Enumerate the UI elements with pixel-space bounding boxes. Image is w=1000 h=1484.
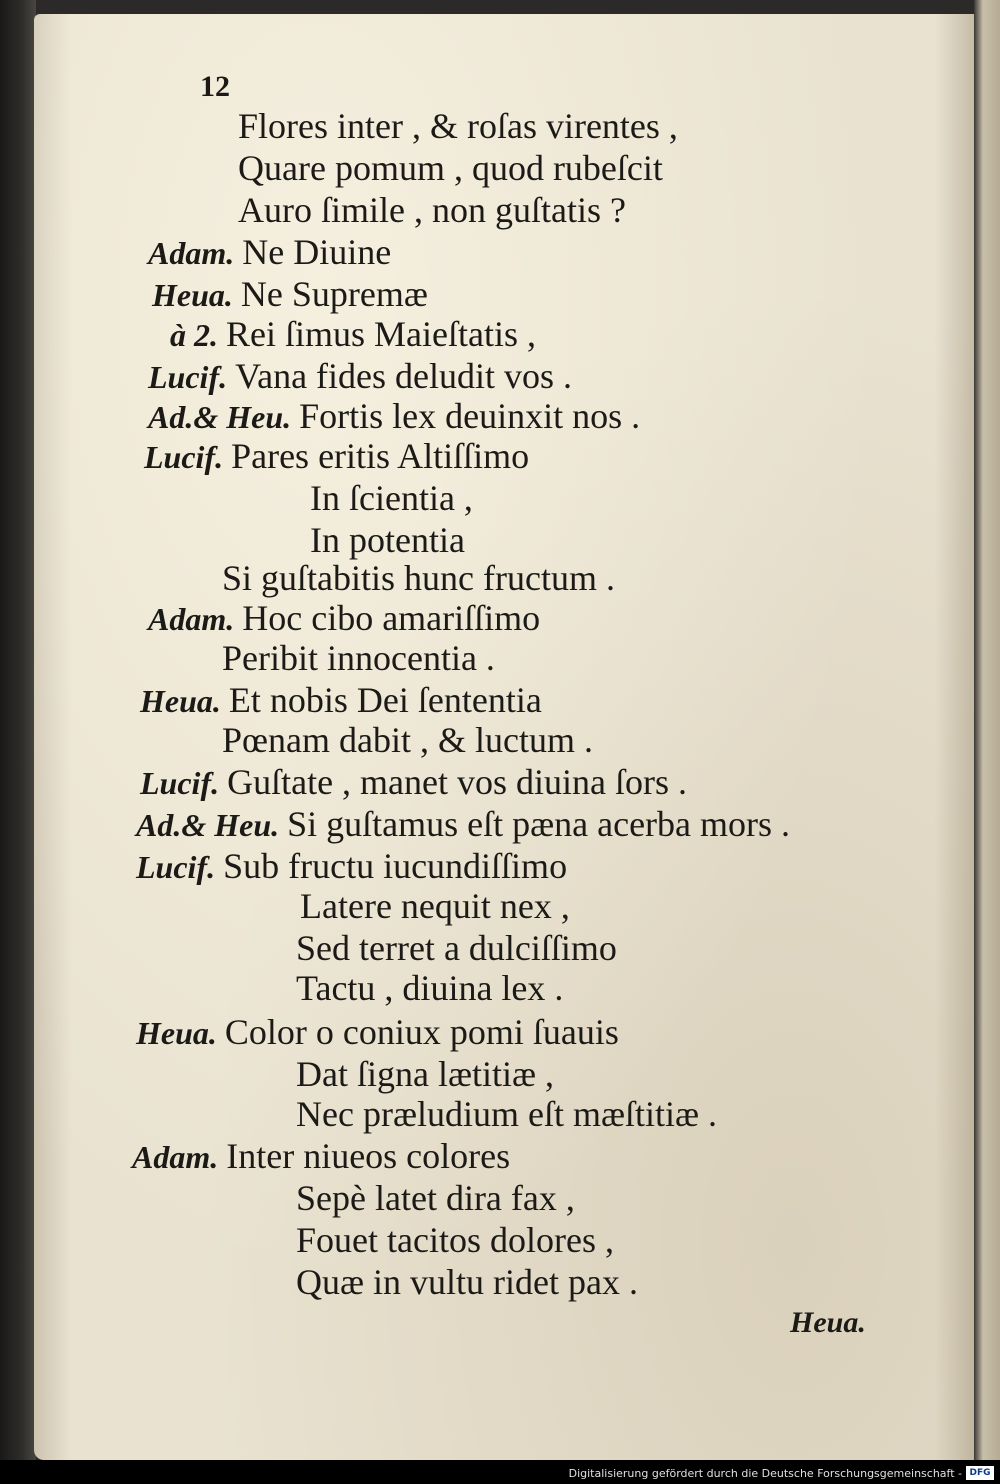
- verse-text-span: Inter niueos colores: [226, 1136, 511, 1176]
- verse-line: [296, 1094, 717, 1134]
- speaker-label: Heua.: [136, 1015, 217, 1051]
- verse-line: [222, 638, 495, 678]
- verse-line: [238, 106, 678, 146]
- speaker-label: Heua.: [152, 277, 233, 313]
- speaker-label: Lucif.: [140, 765, 220, 801]
- verse-text-span: Quæ in vultu ridet pax .: [296, 1262, 638, 1302]
- verse-line: [238, 148, 663, 188]
- page-number: 12: [200, 70, 230, 103]
- verse-text-span: Auro ſimile , non guſtatis ?: [238, 190, 626, 230]
- verse-text-span: Sepè latet dira fax ,: [296, 1178, 575, 1218]
- catchword: Heua.: [790, 1306, 866, 1339]
- verse-text-span: Nec præludium eſt mæſtitiæ .: [296, 1094, 717, 1134]
- verse-text-span: In ſcientia ,: [310, 478, 473, 518]
- verse-line: [310, 478, 473, 518]
- verse-text-span: Pœnam dabit , & luctum .: [222, 720, 593, 760]
- speaker-label: Lucif.: [136, 849, 216, 885]
- verse-line: [296, 1262, 638, 1302]
- verse-text-span: Fouet tacitos dolores ,: [296, 1220, 614, 1260]
- verse-line: [148, 232, 391, 273]
- verse-text-span: Fortis lex deuinxit nos .: [299, 396, 641, 436]
- verse-text-span: Quare pomum , quod rubeſcit: [238, 148, 663, 188]
- speaker-label: Adam.: [132, 1139, 219, 1175]
- verse-text-span: Ne Supremæ: [240, 274, 428, 314]
- verse-text-span: Si guſtamus eſt pæna acerba mors .: [287, 804, 791, 844]
- verse-line: [300, 886, 570, 926]
- verse-line: [296, 1178, 575, 1218]
- verse-line: [140, 762, 687, 803]
- verse-line: [310, 520, 465, 560]
- verse-line: [238, 190, 626, 230]
- verse-text-span: Si guſtabitis hunc fructum .: [222, 558, 615, 598]
- verse-line: [148, 356, 572, 397]
- verse-text-span: Guſtate , manet vos diuina ſors .: [227, 762, 688, 802]
- verse-line: [296, 1054, 554, 1094]
- verse-line: [296, 968, 563, 1008]
- verse-line: [148, 598, 540, 639]
- verse-line: [144, 436, 529, 477]
- verse-line: [222, 558, 615, 598]
- verse-line: [296, 1220, 614, 1260]
- verse-text-span: Tactu , diuina lex .: [296, 968, 564, 1008]
- verse-text-span: Dat ſigna lætitiæ ,: [296, 1054, 554, 1094]
- adjacent-page-edge: [974, 0, 1000, 1460]
- speaker-label: Ad.& Heu.: [136, 807, 280, 843]
- speaker-label: à 2.: [170, 317, 218, 353]
- verse-text-span: Color o coniux pomi ſuauis: [224, 1012, 619, 1052]
- verse-line: [132, 1136, 510, 1177]
- verse-line: [136, 804, 790, 845]
- verse-line: [152, 274, 428, 315]
- verse-line: [136, 846, 567, 887]
- speaker-label: Lucif.: [148, 359, 228, 395]
- speaker-label: Lucif.: [144, 439, 224, 475]
- speaker-label: Adam.: [148, 601, 235, 637]
- verse-text-span: Flores inter , & roſas virentes ,: [238, 106, 678, 146]
- speaker-label: Heua.: [140, 683, 221, 719]
- verse-text-span: Hoc cibo amariſſimo: [242, 598, 541, 638]
- dfg-logo: DFG: [966, 1466, 994, 1480]
- verse-text-span: Sub fructu iucundiſſimo: [223, 846, 568, 886]
- verse-text-span: Ne Diuine: [242, 232, 392, 272]
- verse-text-span: Vana fides deludit vos .: [235, 356, 573, 396]
- verse-line: [136, 1012, 619, 1053]
- verse-text-span: Rei ſimus Maieſtatis ,: [226, 314, 536, 354]
- verse-text-span: Sed terret a dulciſſimo: [296, 928, 617, 968]
- speaker-label: Adam.: [148, 235, 235, 271]
- verse-text-span: Peribit innocentia .: [222, 638, 495, 678]
- verse-text-span: Et nobis Dei ſententia: [228, 680, 542, 720]
- verse-line: [296, 928, 617, 968]
- verse-text-span: Pares eritis Altiſſimo: [231, 436, 530, 476]
- verse-line: [140, 680, 542, 721]
- verse-text-span: In potentia: [310, 520, 465, 560]
- digitization-credit: Digitalisierung gefördert durch die Deutsche Forschungsgemeinschaft -: [568, 1467, 962, 1480]
- verse-text-span: Latere nequit nex ,: [300, 886, 570, 926]
- scan-background-left: [0, 0, 36, 1460]
- verse-line: [222, 720, 593, 760]
- verse-line: [170, 314, 536, 355]
- verse-line: [148, 396, 640, 437]
- speaker-label: Ad.& Heu.: [148, 399, 292, 435]
